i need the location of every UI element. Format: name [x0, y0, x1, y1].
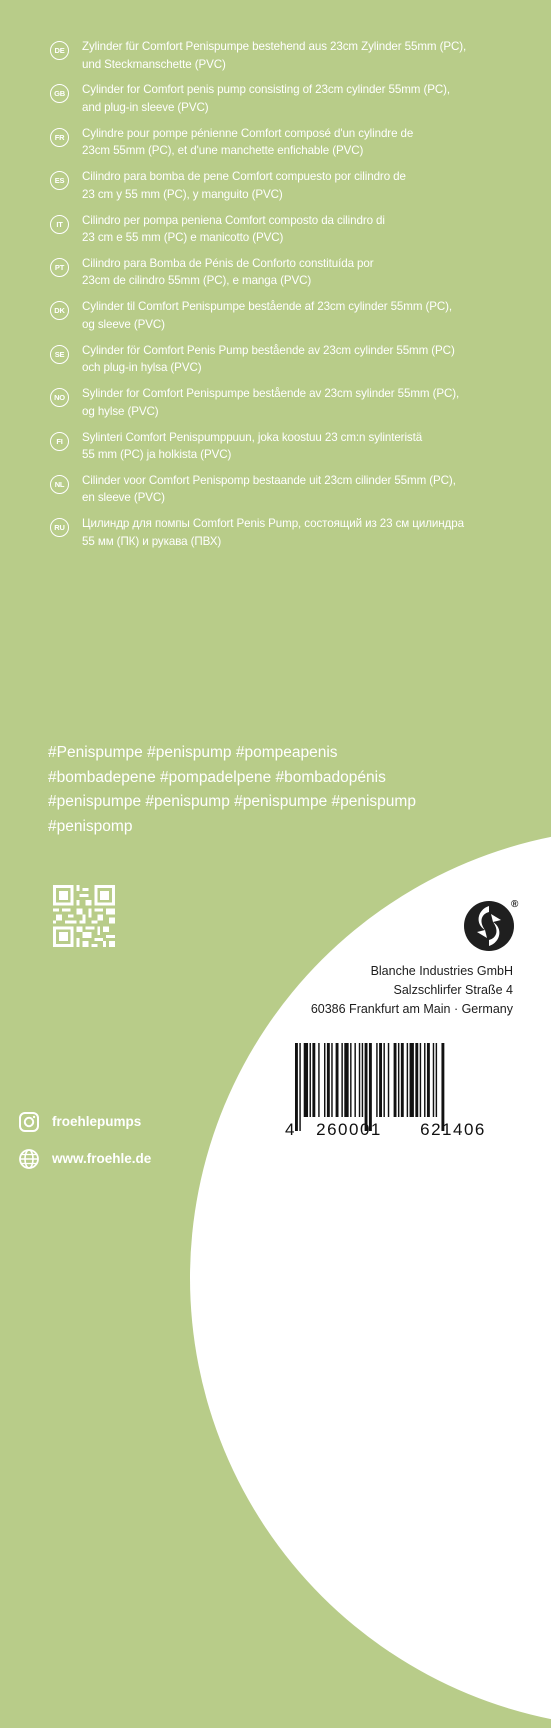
language-description: Cylinder för Comfort Penis Pump bestående av 23cm cylinder 55mm (PC) och plug-in hylsa (PVC) — [82, 343, 455, 375]
barcode-bar — [331, 1043, 332, 1117]
language-description: Cylinder til Comfort Penispumpe bestående af 23cm cylinder 55mm (PC), og sleeve (PVC) — [82, 300, 453, 331]
language-row-pt — [48, 255, 548, 298]
language-row-no — [48, 385, 548, 428]
company-city: 60386 Frankfurt am Main · Germany — [310, 1002, 513, 1016]
language-row-fr — [48, 125, 548, 168]
website-link[interactable] — [18, 1140, 151, 1177]
language-description: Cilindro para Bomba de Pénis de Conforto constituída por 23cm de cilindro 55mm (PC), e manga (PVC) — [82, 256, 374, 288]
social-links — [18, 1103, 151, 1177]
barcode-bar — [394, 1043, 397, 1117]
language-description: Sylinteri Comfort Penispumppuun, joka koostuu 23 cm:n sylinteristä 55 mm (PC) ja holkista (PVC) — [82, 430, 423, 462]
barcode-bar — [436, 1043, 437, 1117]
barcode-bar — [310, 1043, 311, 1117]
language-row-gb — [48, 81, 548, 124]
barcode-bar — [415, 1043, 418, 1117]
language-badge: FI — [50, 432, 69, 451]
language-description: Cilinder voor Comfort Penispomp bestaande uit 23cm cilinder 55mm (PC), en sleeve (PVC) — [82, 473, 456, 505]
barcode-bar — [341, 1043, 342, 1117]
barcode-bar — [379, 1043, 382, 1117]
barcode-bar — [383, 1043, 384, 1117]
hashtag-line: #penispomp — [48, 817, 133, 835]
barcode-bar — [369, 1043, 372, 1131]
barcode-bar — [354, 1043, 355, 1117]
company-address — [311, 962, 513, 1019]
barcode — [281, 1043, 514, 1138]
barcode-bar — [410, 1043, 414, 1117]
language-row-it — [48, 212, 548, 255]
website-url: www.froehle.de — [52, 1151, 152, 1166]
barcode-bar — [398, 1043, 399, 1117]
language-badge: DK — [50, 301, 69, 320]
barcode-bar — [336, 1043, 339, 1117]
barcode-bar — [433, 1043, 434, 1117]
language-row-de — [48, 38, 548, 81]
barcode-bar — [344, 1043, 348, 1117]
barcode-bar — [388, 1043, 389, 1117]
instagram-handle: froehlepumps — [52, 1114, 142, 1129]
language-badge: GB — [50, 84, 69, 103]
language-row-se — [48, 342, 548, 385]
language-badge: IT — [50, 215, 69, 234]
barcode-bar — [327, 1043, 330, 1117]
language-badge: RU — [50, 518, 69, 537]
barcode-bar — [295, 1043, 298, 1131]
language-badge: DE — [50, 41, 69, 60]
barcode-bar — [359, 1043, 360, 1117]
language-badge: NO — [50, 388, 69, 407]
barcode-bar — [304, 1043, 308, 1117]
language-description: Cylinder for Comfort penis pump consisting of 23cm cylinder 55mm (PC), and plug-in sleeve (PVC) — [82, 83, 450, 114]
language-description: Cilindro per pompa peniena Comfort composto da cilindro di 23 cm e 55 mm (PC) e manicotto (PVC) — [82, 213, 385, 245]
company-name: Blanche Industries GmbH — [370, 964, 513, 978]
instagram-icon — [18, 1111, 40, 1133]
language-badge: SE — [50, 345, 69, 364]
language-description: Цилиндр для помпы Comfort Penis Pump, состоящий из 23 см цилиндра 55 мм (ПК) и рукава (ПВХ) — [82, 517, 464, 548]
company-street: Salzschlirfer Straße 4 — [393, 983, 513, 997]
barcode-bar — [401, 1043, 404, 1117]
barcode-group-right: 621406 — [420, 1120, 486, 1138]
language-badge: NL — [50, 475, 69, 494]
barcode-group-left: 260001 — [316, 1120, 382, 1138]
language-list — [48, 38, 548, 559]
language-description: Sylinder for Comfort Penispumpe bestående av 23cm sylinder 55mm (PC), og hylse (PVC) — [82, 387, 460, 418]
language-row-ru — [48, 515, 548, 558]
language-badge: ES — [50, 171, 69, 190]
language-row-dk — [48, 298, 548, 341]
language-row-nl — [48, 472, 548, 515]
barcode-bar — [420, 1043, 421, 1117]
qr-code-icon[interactable] — [53, 885, 115, 947]
hashtag-line: #Penispumpe #penispump #pompeapenis — [48, 744, 338, 761]
language-description: Cylindre pour pompe pénienne Comfort composé d'un cylindre de 23cm 55mm (PC), et d'une manchette enfichable (PVC) — [82, 126, 414, 158]
barcode-bar — [441, 1043, 444, 1131]
barcode-bar — [376, 1043, 377, 1117]
language-description: Zylinder für Comfort Penispumpe bestehend aus 23cm Zylinder 55mm (PC), und Steckmanschette (PVC) — [82, 40, 467, 71]
language-row-es — [48, 168, 548, 211]
barcode-bar — [365, 1043, 368, 1131]
barcode-bar — [424, 1043, 425, 1117]
barcode-bar — [427, 1043, 430, 1117]
language-badge: PT — [50, 258, 69, 277]
language-row-fi — [48, 429, 548, 472]
barcode-bar — [318, 1043, 319, 1117]
instagram-link[interactable] — [18, 1103, 151, 1140]
language-badge: FR — [50, 128, 69, 147]
hashtag-line: #bombadepene #pompadelpene #bombadopénis — [48, 768, 386, 786]
green-dot-recycling-icon — [463, 900, 515, 952]
hashtags — [48, 741, 518, 839]
barcode-bar — [299, 1043, 300, 1131]
language-description: Cilindro para bomba de pene Comfort compuesto por cilindro de 23 cm y 55 mm (PC), y manguito (PVC) — [82, 170, 406, 201]
barcode-bar — [312, 1043, 315, 1117]
barcode-digit-first: 4 — [285, 1120, 295, 1138]
registered-mark: ® — [511, 899, 519, 910]
barcode-bar — [324, 1043, 325, 1117]
globe-icon — [18, 1148, 40, 1170]
barcode-bar — [362, 1043, 363, 1117]
hashtag-line: #penispumpe #penispump #penispumpe #penispump — [48, 793, 416, 811]
barcode-bar — [407, 1043, 408, 1117]
barcode-bar — [350, 1043, 351, 1117]
